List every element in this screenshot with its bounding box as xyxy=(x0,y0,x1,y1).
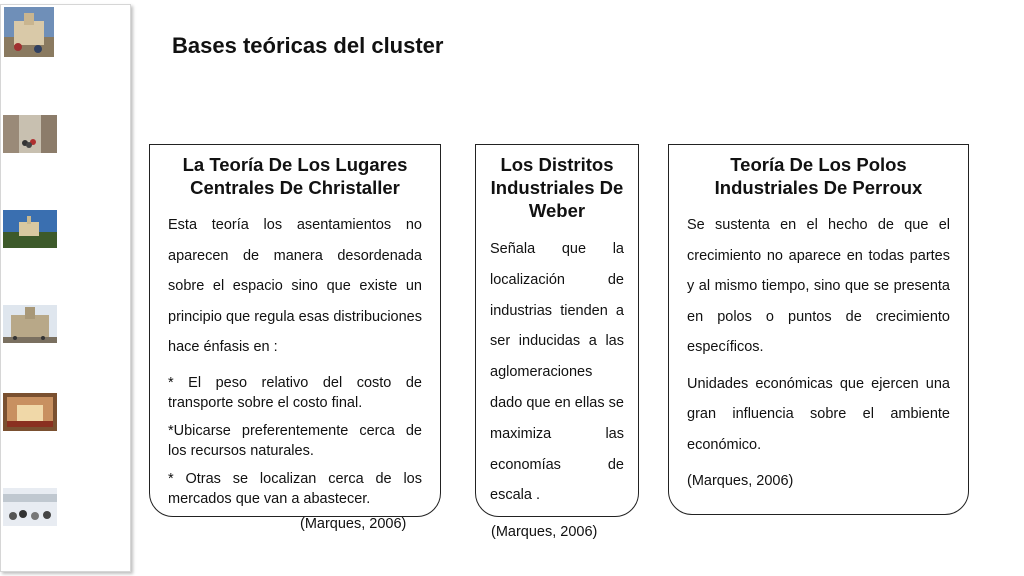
photo-market-icon xyxy=(3,488,57,526)
card-weber xyxy=(475,144,639,517)
photo-cathedral-icon xyxy=(3,305,57,343)
card-christaller-intro: Esta teoría los asentamientos no aparecen de manera desordenada sobre el espacio sino que existe un principio que regula esas distribuciones hace énfasis en : xyxy=(168,217,422,355)
photo-church-icon xyxy=(4,7,54,57)
slide-title: Bases teóricas del cluster xyxy=(172,33,444,58)
card-perroux xyxy=(668,144,969,515)
card-weber-body: Señala que la localización de industrias tienden a ser inducidas a las aglomeraciones dado que en ellas se maximiza las economías de escala . xyxy=(490,241,624,504)
thumbnail-sidebar xyxy=(0,4,131,572)
citation-christaller: (Marques, 2006) xyxy=(300,516,407,532)
card-christaller-bullet-1: * El peso relativo del costo de transporte sobre el costo final. xyxy=(168,374,422,411)
photo-street-icon xyxy=(3,115,57,153)
card-christaller-bullet-3: * Otras se localizan cerca de los mercados que van a abastecer. xyxy=(168,470,422,507)
card-christaller-title: La Teoría De Los Lugares Centrales De Christaller xyxy=(182,154,408,198)
citation-perroux: (Marques, 2006) xyxy=(687,473,794,489)
card-perroux-body-1: Se sustenta en el hecho de que el crecimiento no aparece en todas partes y al mismo tiempo, sino que se presenta en polos o puntos de crecimiento específicos. xyxy=(687,217,950,355)
card-christaller xyxy=(149,144,441,517)
card-perroux-body-2: Unidades económicas que ejercen una gran influencia sobre el ambiente económico. xyxy=(687,375,950,453)
photo-interior-icon xyxy=(3,393,57,431)
card-perroux-title: Teoría De Los Polos Industriales De Perroux xyxy=(714,154,923,198)
photo-landscape-icon xyxy=(3,210,57,248)
card-christaller-bullet-2: *Ubicarse preferentemente cerca de los recursos naturales. xyxy=(168,422,422,459)
card-weber-title: Los Distritos Industriales De Weber xyxy=(490,154,624,221)
citation-weber: (Marques, 2006) xyxy=(491,524,598,540)
